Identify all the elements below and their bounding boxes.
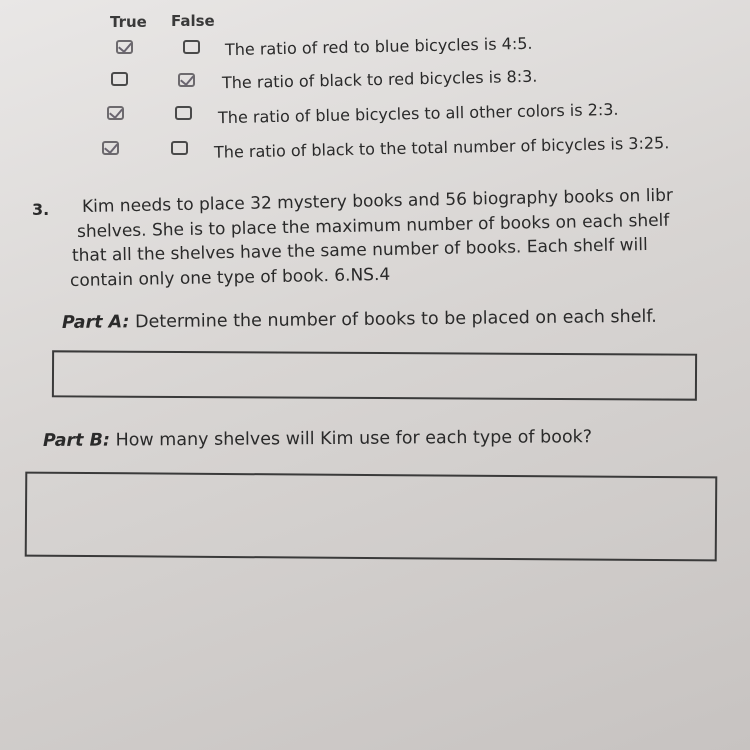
question-line-4: contain only one type of book. 6.NS.4 (69, 264, 391, 291)
part-b-prompt (43, 427, 592, 451)
part-a-label: Part A: (61, 312, 130, 333)
question-line-2: shelves. She is to place the maximum number of books on each shelf (76, 210, 670, 242)
question-line-1: Kim needs to place 32 mystery books and 56 biography books on libr (81, 185, 674, 217)
row1-true-checkbox[interactable] (116, 40, 133, 54)
question-line-3: that all the shelves have the same number of books. Each shelf will (71, 234, 648, 266)
row4-statement: The ratio of black to the total number of bicycles is 3:25. (213, 133, 670, 162)
row1-statement: The ratio of red to blue bicycles is 4:5. (224, 33, 533, 60)
true-column-header: True (110, 13, 147, 31)
row1-false-checkbox[interactable] (183, 40, 200, 54)
row4-true-checkbox[interactable] (102, 141, 119, 155)
part-a-text: Determine the number of books to be placed on each shelf. (134, 306, 657, 333)
part-a-prompt (62, 307, 657, 333)
part-b-text: How many shelves will Kim use for each type of book? (115, 427, 593, 451)
part-b-answer-box[interactable] (25, 472, 718, 562)
row3-false-checkbox[interactable] (175, 106, 192, 120)
row2-statement: The ratio of black to red bicycles is 8:3. (221, 66, 538, 93)
row4-false-checkbox[interactable] (171, 141, 188, 155)
row2-true-checkbox[interactable] (111, 72, 128, 86)
row3-statement: The ratio of blue bicycles to all other colors is 2:3. (217, 99, 619, 128)
row3-true-checkbox[interactable] (107, 106, 124, 120)
row2-false-checkbox[interactable] (178, 73, 195, 87)
part-a-answer-box[interactable] (52, 350, 697, 400)
question-number: 3. (32, 200, 50, 219)
false-column-header: False (171, 12, 215, 30)
part-b-label: Part B: (42, 430, 111, 451)
